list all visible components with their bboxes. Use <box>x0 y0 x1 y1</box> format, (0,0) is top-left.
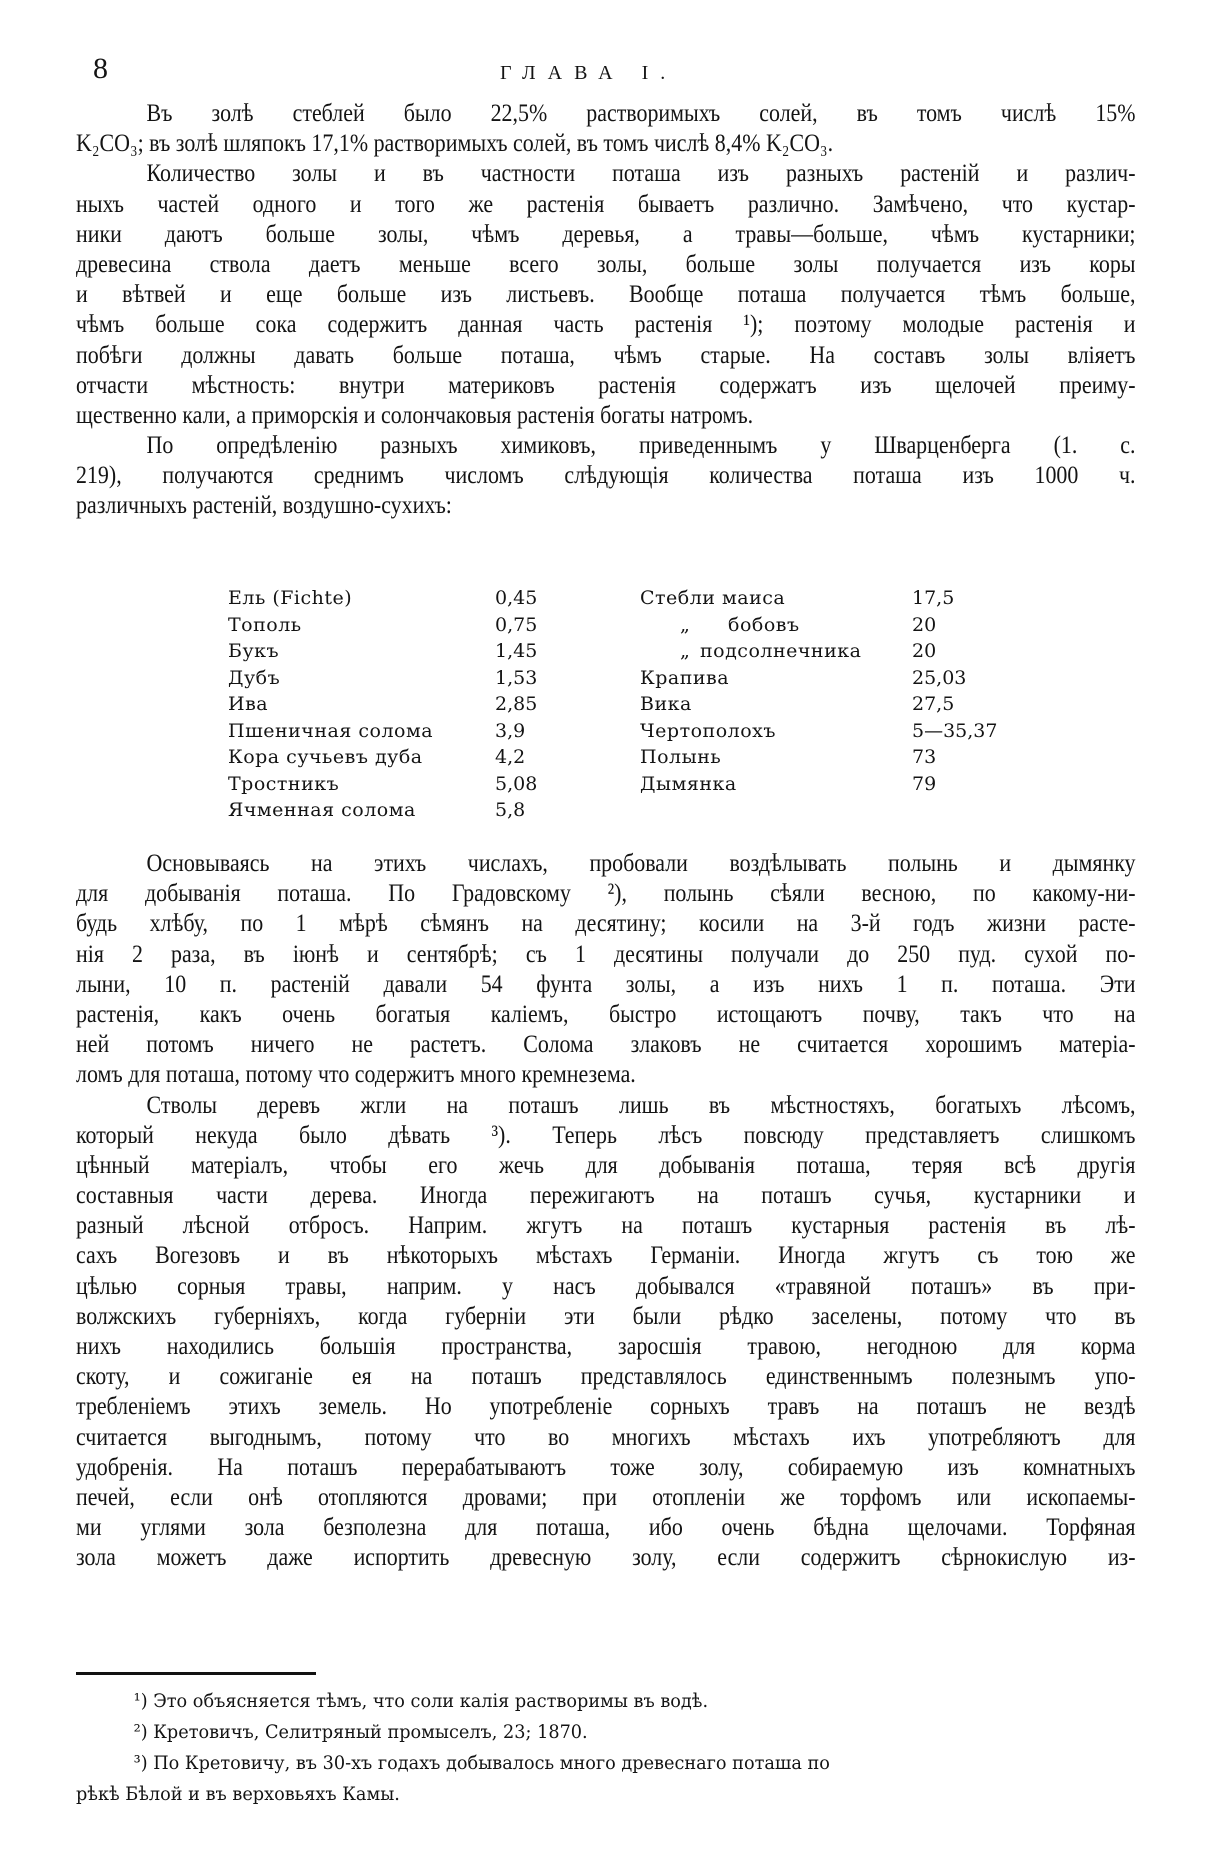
text-line: считается выгоднымъ, потому что во многихъ мѣстахъ ихъ употребляютъ для <box>76 1421 1136 1451</box>
text-line: нія 2 раза, въ іюнѣ и сентябрѣ; съ 1 десятины получали до 250 пуд. сухой по- <box>76 938 1136 968</box>
potash-value: 73 <box>912 746 937 768</box>
text-line: древесина ствола даетъ меньше всего золы, больше золы получается изъ коры <box>76 248 1136 278</box>
text-line: печей, если онѣ отопляются дровами; при отопленіи же торфомъ или ископаемы- <box>76 1481 1136 1511</box>
text-line: требленіемъ этихъ земель. Но употребленіе сорныхъ травъ на поташъ не вездѣ <box>76 1391 1136 1421</box>
table-column-right <box>640 585 1060 797</box>
plant-name: Дубъ <box>228 666 281 689</box>
table-row <box>228 612 598 639</box>
table-row <box>228 718 598 745</box>
potash-value: 20 <box>912 640 937 662</box>
text-line: ней потомъ ничего не растетъ. Солома злаковъ не считается хорошимъ матеріа- <box>76 1029 1136 1059</box>
potash-value: 4,2 <box>495 746 526 768</box>
table-row <box>228 771 598 798</box>
page-header <box>0 52 1213 92</box>
text-line: цѣлью сорныя травы, наприм. у насъ добывался «травяной поташъ» въ при- <box>76 1270 1136 1300</box>
plant-name: Ива <box>228 693 269 715</box>
text-line: и вѣтвей и еще больше изъ листьевъ. Вообще поташа получается тѣмъ больше, <box>76 279 1136 309</box>
text-line: ники даютъ больше золы, чѣмъ деревья, а травы—больше, чѣмъ кустарники; <box>76 218 1136 248</box>
footnote-3: ³) По Кретовичу, въ 30-хъ годахъ добывалось много древеснаго поташа по <box>133 1752 830 1774</box>
text-line: щественно кали, а приморскія и солончаковыя растенія богаты натромъ. <box>76 399 754 429</box>
potash-value: 2,85 <box>495 693 538 715</box>
text-line: будь хлѣбу, по 1 мѣрѣ сѣмянъ на десятину; косили на 3-й годъ жизни расте- <box>76 908 1136 938</box>
potash-value: 79 <box>912 772 937 795</box>
text-line: 219), получаются среднимъ числомъ слѣдующія количества поташа изъ 1000 ч. <box>76 460 1136 490</box>
table-row <box>640 744 1060 771</box>
potash-value: 0,45 <box>495 587 538 609</box>
plant-name: бобовъ <box>728 613 800 636</box>
potash-value: 0,75 <box>495 613 538 636</box>
plant-name: Полынь <box>640 746 722 768</box>
table-row <box>640 638 1060 665</box>
text-line: скоту, и сожиганіе ея на поташъ представлялось единственнымъ полезнымъ упо- <box>76 1361 1136 1391</box>
running-head: ГЛАВА I. <box>500 62 678 84</box>
text-line: лыни, 10 п. растеній давали 54 фунта золы, а изъ нихъ 1 п. поташа. Эти <box>76 968 1136 998</box>
footnote-divider <box>76 1672 316 1675</box>
potash-value: 5—35,37 <box>912 719 998 742</box>
table-row <box>228 585 598 612</box>
plant-name: Тростникъ <box>228 772 340 795</box>
potash-value: 25,03 <box>912 666 967 689</box>
text-line: который некуда было дѣвать ³). Теперь лѣсъ повсюду представляетъ слишкомъ <box>76 1119 1136 1149</box>
potash-value: 5,08 <box>495 772 538 795</box>
plant-name: Ель (Fichte) <box>228 587 353 609</box>
plant-name: подсолнечника <box>700 640 862 662</box>
text-line: ми углями зола безполезна для поташа, ибо очень бѣдна щелочами. Торфяная <box>76 1512 1136 1542</box>
text-line: ломъ для поташа, потому что содержитъ много кремнезема. <box>76 1059 636 1089</box>
plant-name: Вика <box>640 693 692 715</box>
text-line: волжскихъ губерніяхъ, когда губерніи эти были рѣдко заселены, потому что въ <box>76 1300 1136 1330</box>
text-line: Основываясь на этихъ числахъ, пробовали воздѣлывать полынь и дымянку <box>146 848 1136 877</box>
ditto-mark: „ <box>680 613 690 636</box>
plant-name: Чертополохъ <box>640 719 776 742</box>
table-column-left <box>228 585 598 824</box>
potash-value: 17,5 <box>912 587 955 609</box>
table-row <box>228 797 598 824</box>
text-line: ныхъ частей одного и того же растенія бываетъ различно. Замѣчено, что кустар- <box>76 188 1136 218</box>
text-line: побѣги должны давать больше поташа, чѣмъ старые. На составъ золы вліяетъ <box>76 339 1136 369</box>
potash-value: 27,5 <box>912 693 955 715</box>
footnotes <box>76 1686 1136 1810</box>
text-line: отчасти мѣстность: внутри материковъ растенія содержатъ изъ щелочей преиму- <box>76 369 1136 399</box>
potash-value: 5,8 <box>495 799 526 821</box>
ditto-mark: „ <box>680 640 690 662</box>
text-line: Количество золы и въ частности поташа изъ разныхъ растеній и различ- <box>146 158 1136 188</box>
table-row <box>640 771 1060 798</box>
potash-yield-table <box>228 585 1048 825</box>
plant-name: Пшеничная солома <box>228 719 434 742</box>
footnote-1: ¹) Это объясняется тѣмъ, что соли калія растворимы въ водѣ. <box>133 1690 709 1712</box>
text-line: разный лѣсной отбросъ. Наприм. жгутъ на поташъ кустарныя растенія въ лѣ- <box>76 1210 1136 1240</box>
table-row <box>640 585 1060 612</box>
footnote-2: ²) Кретовичъ, Селитряный промыселъ, 23; 1870. <box>133 1721 588 1743</box>
plant-name: Тополь <box>228 613 302 636</box>
body-text-top <box>76 98 1136 521</box>
text-line: составныя части дерева. Иногда пережигаютъ на поташъ сучья, кустарники и <box>76 1180 1136 1210</box>
text-line: Въ золѣ стеблей было 22,5% растворимыхъ солей, въ томъ числѣ 15% <box>146 98 1136 127</box>
text-line: для добыванія поташа. По Градовскому ²), полынь сѣяли весною, по какому-ни- <box>76 878 1136 908</box>
text-line: Стволы деревъ жгли на поташъ лишь въ мѣстностяхъ, богатыхъ лѣсомъ, <box>146 1089 1136 1119</box>
table-row <box>228 744 598 771</box>
text-line: K₂CO₃; въ золѣ шляпокъ 17,1% растворимыхъ солей, въ томъ числѣ 8,4% K₂CO₃. <box>76 128 834 158</box>
plant-name: Ячменная солома <box>228 799 416 821</box>
text-line: сахъ Вогезовъ и въ нѣкоторыхъ мѣстахъ Германіи. Иногда жгутъ съ тою же <box>76 1240 1136 1270</box>
table-row <box>640 691 1060 718</box>
table-row <box>640 612 1060 639</box>
potash-value: 20 <box>912 613 937 636</box>
plant-name: Стебли маиса <box>640 587 786 609</box>
table-row <box>640 718 1060 745</box>
text-line: растенія, какъ очень богатыя каліемъ, быстро истощаютъ почву, такъ что на <box>76 998 1136 1028</box>
plant-name: Кора сучьевъ дуба <box>228 746 423 768</box>
table-row <box>228 665 598 692</box>
potash-value: 1,45 <box>495 640 538 662</box>
text-line: зола можетъ даже испортить древесную золу, если содержитъ сѣрнокислую из- <box>76 1542 1136 1572</box>
table-row <box>228 638 598 665</box>
potash-value: 3,9 <box>495 719 526 742</box>
text-line: нихъ находились большія пространства, заросшія травою, негодною для корма <box>76 1331 1136 1360</box>
text-line: чѣмъ больше сока содержитъ данная часть растенія ¹); поэтому молодые растенія и <box>76 309 1136 339</box>
plant-name: Дымянка <box>640 772 737 795</box>
potash-value: 1,53 <box>495 666 538 689</box>
table-row <box>640 665 1060 692</box>
table-row <box>228 691 598 718</box>
text-line: цѣнный матеріалъ, чтобы его жечь для добыванія поташа, теряя всѣ другія <box>76 1149 1136 1179</box>
text-line: По опредѣленію разныхъ химиковъ, приведеннымъ у Шварценберга (1. с. <box>146 430 1136 460</box>
plant-name: Букъ <box>228 640 280 662</box>
page-number: 8 <box>93 52 108 85</box>
text-line: различныхъ растеній, воздушно-сухихъ: <box>76 490 452 520</box>
plant-name: Крапива <box>640 666 730 689</box>
text-line: удобренія. На поташъ перерабатываютъ тоже золу, собираемую изъ комнатныхъ <box>76 1451 1136 1481</box>
footnote-3-continued: рѣкѣ Бѣлой и въ верховьяхъ Камы. <box>76 1783 400 1805</box>
body-text-bottom <box>76 848 1136 1573</box>
